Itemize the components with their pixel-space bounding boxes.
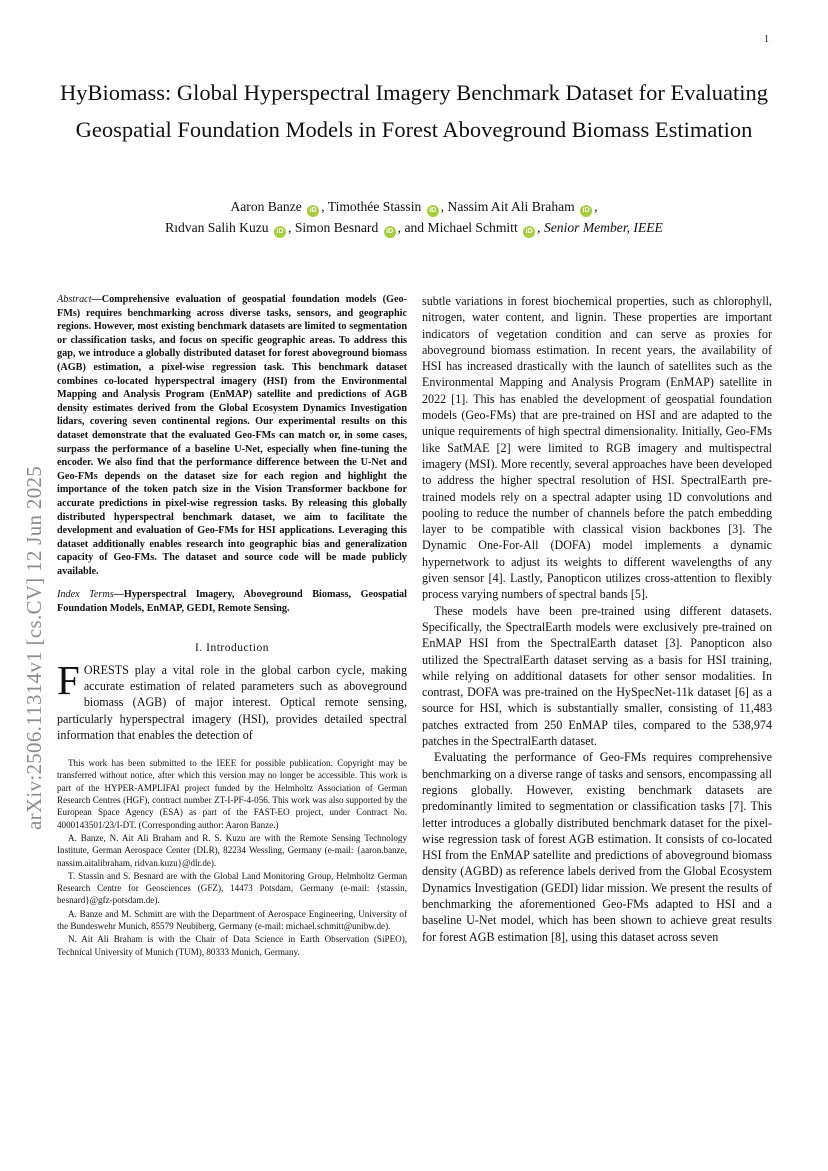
index-terms-text: —Hyperspectral Imagery, Aboveground Biomass, Geospatial Foundation Models, EnMAP, GEDI, Remote Sensing. <box>57 589 407 615</box>
abstract-text: —Comprehensive evaluation of geospatial foundation models (Geo-FMs) requires benchmarking across diverse tasks, sensors, and geographic regions. However, most existing benchmark datasets are limited to segmentation or classification tasks, and focus on specific geographic areas. To address this gap, we introduce a globally distributed dataset for forest aboveground biomass (AGB) estimation, a pixel-wise regression task. This benchmark dataset combines co-located hyperspectral imagery (HSI) from the Environmental Mapping and Analysis Program (EnMAP) satellite and predictions of AGB density estimates derived from the Global Ecosystem Dynamics Investigation lidars, covering seven continental regions. Our experimental results on this dataset demonstrate that the evaluated Geo-FMs can match or, in some cases, surpass the performance of a baseline U-Net, especially when fine-tuning the encoder. We also find that the performance difference between the U-Net and Geo-FMs depends on the dataset size for each region and highlight the importance of the token patch size in the Vision Transformer backbone for accurate predictions in pixel-wise regression tasks. By releasing this globally distributed hyperspectral benchmark dataset, we aim to facilitate the development and evaluation of Geo-FMs for HSI applications. Leveraging this dataset additionally enables research into geographic bias and generalization capacity of Geo-FMs. The dataset and source code will be made publicly available. <box>57 294 407 577</box>
index-terms <box>57 588 407 615</box>
author-membership: Senior Member, IEEE <box>543 220 663 235</box>
abstract <box>57 293 407 578</box>
page-number: 1 <box>764 34 769 45</box>
author-list: Aaron Banze iD , Timothée Stassin iD , Nassim Ait Ali Braham iD , Rıdvan Salih Kuzu iD , Simon Besnard iD , and Michael Schmitt iD , Senior Member, IEEE <box>40 196 788 238</box>
author-name: and Michael Schmitt <box>404 220 518 235</box>
section-heading: I. Introduction <box>195 641 269 654</box>
author-name: Nassim Ait Ali Braham <box>447 199 575 214</box>
body-paragraph: These models have been pre-trained using different datasets. Specifically, the SpectralEarth models were exclusively pre-trained on EnMAP HSI from the SpectralEarth dataset [3]. Panopticon also utilized the SpectralEarth dataset serving as a basis for HSI training, while relying on additional datasets for other sensor modalities. In contrast, DOFA was pre-trained on the HySpecNet-11k dataset [6] as a source for HSI, which is substantially smaller, consisting of 11,483 patches extracted from 250 EnMAP tiles, compared to the 538,974 patches in the SpectralEarth dataset. <box>422 603 772 749</box>
footnote: N. Ait Ali Braham is with the Chair of Data Science in Earth Observation (SiPEO), Technical University of Munich (TUM), 80333 Munich, Germany. <box>57 934 407 957</box>
footnotes <box>57 757 407 958</box>
body-paragraph: Evaluating the performance of Geo-FMs requires comprehensive benchmarking on a diverse range of tasks and sensors, encompassing all regions globally. However, existing benchmark datasets are predominantly limited to segmentation or classification tasks [7]. This letter introduces a globally distributed benchmark dataset for the pixel-wise regression task of forest AGB estimation. It consists of co-located HSI from the EnMAP satellite and predictions of aboveground biomass density (AGBD) as reference labels derived from the Global Ecosystem Dynamics Investigation (GEDI) lidar mission. We present the results of benchmarking the aforementioned Geo-FMs adapted to HSI and a baseline U-Net model, which has been shown to achieve great results for forest AGB estimation [8], using this dataset across seven <box>422 750 772 944</box>
orcid-icon[interactable]: iD <box>523 226 535 238</box>
author-name: Simon Besnard <box>294 220 379 235</box>
footnote: T. Stassin and S. Besnard are with the Global Land Monitoring Group, Helmholtz German Research Centre for Geosciences (GFZ), 14473 Potsdam, Germany (e-mail: {stassin, besnard}@gfz-potsdam.de). <box>57 870 407 906</box>
author-name: Timothée Stassin <box>327 199 422 214</box>
author-name: Aaron Banze <box>230 199 302 214</box>
orcid-icon[interactable]: iD <box>384 226 396 238</box>
orcid-icon[interactable]: iD <box>274 226 286 238</box>
intro-paragraph <box>57 656 407 743</box>
index-terms-label: Index Terms <box>57 589 114 601</box>
body-paragraph: subtle variations in forest biochemical properties, such as chlorophyll, nitrogen, water content, and lignin. These properties are important indicators of vegetation condition and can serve as proxies for aboveground biomass estimation. In recent years, the availability of HSI has increased drastically with the launch of satellites such as the Environmental Mapping and Analysis Program (EnMAP) satellite in 2022 [1]. This has enabled the development of geospatial foundation models (Geo-FMs) that are pre-trained on HSI and are adapted to the unique requirements of high spectral dimensionality. Initially, Geo-FMs like SatMAE [2] were limited to RGB imagery and multispectral imagery (MSI). More recently, several approaches have been developed to address the higher spectral resolution of HSI. SpectralEarth pre-trained models rely on a spectral adapter using 1D convolutions and pooling to reduce the number of channels before the patch embedding layer to be compatible with classical vision backbones [3]. The Dynamic One-For-All (DOFA) model implements a dynamic hypernetwork to adjust its weights to different wavelengths of any given sensor [4]. Lastly, Panopticon utilizes cross-attention to flexibly process varying numbers of spectral bands [5]. <box>422 294 772 602</box>
drop-cap: F <box>57 656 80 703</box>
right-column <box>422 293 772 945</box>
orcid-icon[interactable]: iD <box>580 205 592 217</box>
orcid-icon[interactable]: iD <box>307 205 319 217</box>
left-column <box>57 293 407 959</box>
footnote: This work has been submitted to the IEEE for possible publication. Copyright may be transferred without notice, after which this version may no longer be accessible. This work is part of the HYPER-AMPLIFAI project funded by the Helmholtz Association of German Research Centres (HGF), contract number ZT-I-PF-4-056. This work was also supported by the European Space Agency (ESA) as part of the FAST-EO project, under Contract No. 4000143501/23/I-DT. (Corresponding author: Aaron Banze.) <box>57 758 407 830</box>
paper-title: HyBiomass: Global Hyperspectral Imagery Benchmark Dataset for Evaluating Geospatial Foundation Models in Forest Aboveground Biomass Estimation <box>60 80 768 142</box>
orcid-icon[interactable]: iD <box>427 205 439 217</box>
footnote: A. Banze, N. Ait Ali Braham and R. S. Kuzu are with the Remote Sensing Technology Institute, German Aerospace Center (DLR), 82234 Wessling, Germany (e-mail: {aaron.banze, nassim.aitalibraham, ridvan.kuzu}@dlr.de). <box>57 832 407 868</box>
intro-text: ORESTS play a vital role in the global carbon cycle, making accurate estimation of related parameters such as aboveground biomass (AGB) of major interest. Optical remote sensing, particularly hyperspectral imagery (HSI), provides detailed spectral information that enables the detection of <box>57 662 407 742</box>
footnote: A. Banze and M. Schmitt are with the Department of Aerospace Engineering, University of the Bundeswehr Munich, 85579 Neubiberg, Germany (e-mail: michael.schmitt@unibw.de). <box>57 908 407 931</box>
abstract-label: Abstract <box>57 294 92 305</box>
author-name: Rıdvan Salih Kuzu <box>165 220 269 235</box>
arxiv-identifier[interactable]: arXiv:2506.11314v1 [cs.CV] 12 Jun 2025 <box>22 465 46 830</box>
